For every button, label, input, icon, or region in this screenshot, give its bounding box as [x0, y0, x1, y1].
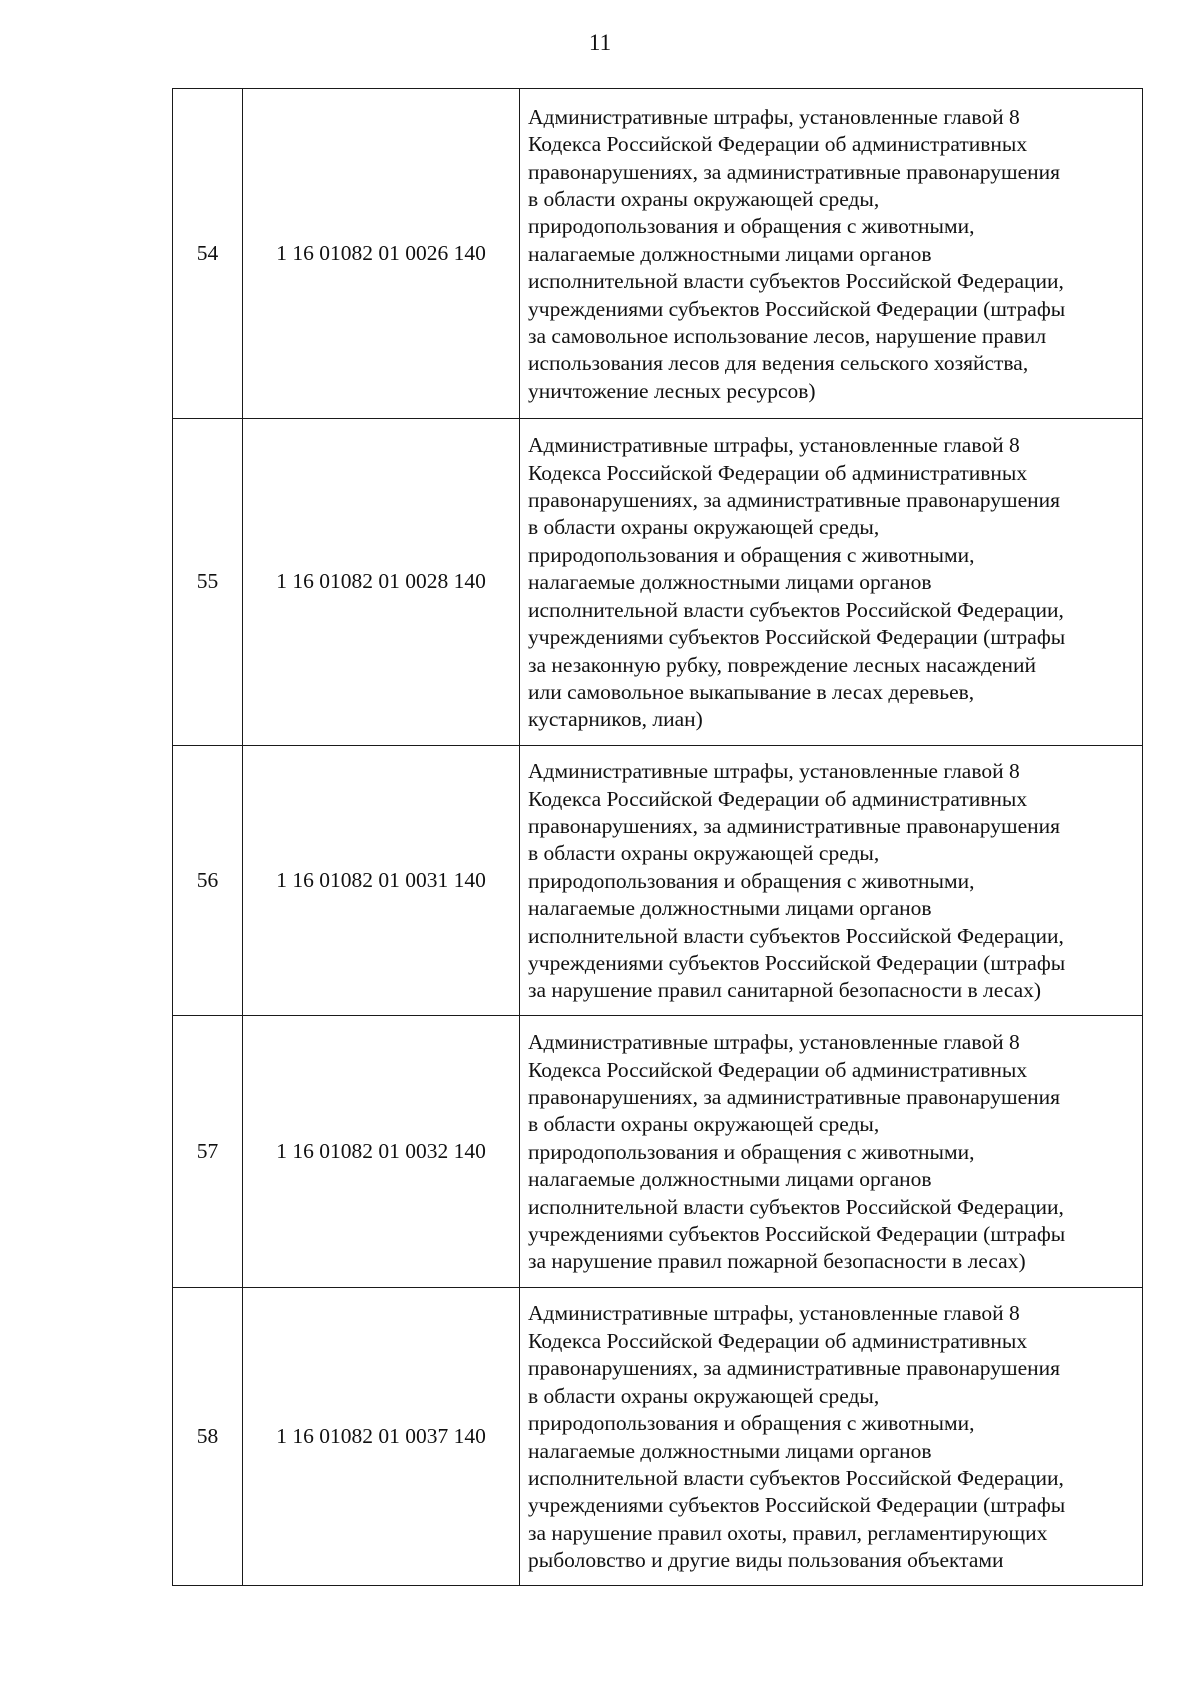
description-line: налагаемые должностными лицами органов: [528, 570, 932, 595]
row-description: [520, 1016, 1143, 1288]
description-line: налагаемые должностными лицами органов: [528, 1438, 932, 1463]
description-line: использования лесов для ведения сельского хозяйства,: [528, 351, 1029, 376]
description-line: налагаемые должностными лицами органов: [528, 896, 932, 921]
description-line: Кодекса Российской Федерации об административных: [528, 460, 1028, 485]
description-line: учреждениями субъектов Российской Федерации (штрафы: [528, 1493, 1066, 1518]
description-line: исполнительной власти субъектов Российской Федерации,: [528, 923, 1064, 948]
description-line: кустарников, лиан): [528, 707, 703, 732]
description-line: уничтожение лесных ресурсов): [528, 378, 816, 403]
description-line: в области охраны окружающей среды,: [528, 186, 880, 211]
description-line: Административные штрафы, установленные главой 8: [528, 1301, 1020, 1326]
description-line: учреждениями субъектов Российской Федерации (штрафы: [528, 1222, 1066, 1247]
table-row: [173, 419, 1143, 746]
row-description: [520, 1288, 1143, 1586]
table-row: [173, 1288, 1143, 1586]
description-line: Административные штрафы, установленные главой 8: [528, 433, 1020, 458]
description-line: природопользования и обращения с животными,: [528, 542, 975, 567]
budget-code: 1 16 01082 01 0028 140: [243, 419, 520, 746]
description-line: природопользования и обращения с животными,: [528, 868, 975, 893]
description-line: учреждениями субъектов Российской Федерации (штрафы: [528, 951, 1066, 976]
row-number: 58: [173, 1288, 243, 1586]
description-line: правонарушениях, за административные правонарушения: [528, 1356, 1061, 1381]
row-number: 56: [173, 746, 243, 1016]
description-line: учреждениями субъектов Российской Федерации (штрафы: [528, 296, 1066, 321]
description-line: исполнительной власти субъектов Российской Федерации,: [528, 269, 1064, 294]
description-line: Кодекса Российской Федерации об административных: [528, 786, 1028, 811]
row-description: [520, 89, 1143, 419]
description-line: Административные штрафы, установленные главой 8: [528, 759, 1020, 784]
description-line: налагаемые должностными лицами органов: [528, 1167, 932, 1192]
description-line: Административные штрафы, установленные главой 8: [528, 1030, 1020, 1055]
description-line: природопользования и обращения с животными,: [528, 1139, 975, 1164]
row-description: [520, 419, 1143, 746]
description-line: Административные штрафы, установленные главой 8: [528, 104, 1020, 129]
budget-code: 1 16 01082 01 0037 140: [243, 1288, 520, 1586]
row-description: [520, 746, 1143, 1016]
description-line: правонарушениях, за административные правонарушения: [528, 488, 1061, 513]
description-line: исполнительной власти субъектов Российской Федерации,: [528, 597, 1064, 622]
description-line: Кодекса Российской Федерации об административных: [528, 132, 1028, 157]
description-line: за нарушение правил санитарной безопасности в лесах): [528, 978, 1042, 1003]
row-number: 57: [173, 1016, 243, 1288]
description-line: в области охраны окружающей среды,: [528, 841, 880, 866]
description-line: налагаемые должностными лицами органов: [528, 241, 932, 266]
description-line: за самовольное использование лесов, нарушение правил: [528, 324, 1047, 349]
budget-code: 1 16 01082 01 0032 140: [243, 1016, 520, 1288]
description-line: правонарушениях, за административные правонарушения: [528, 159, 1061, 184]
budget-code: 1 16 01082 01 0026 140: [243, 89, 520, 419]
description-line: учреждениями субъектов Российской Федерации (штрафы: [528, 625, 1066, 650]
description-line: в области охраны окружающей среды,: [528, 1383, 880, 1408]
table-row: [173, 746, 1143, 1016]
description-line: правонарушениях, за административные правонарушения: [528, 813, 1061, 838]
description-line: Кодекса Российской Федерации об административных: [528, 1328, 1028, 1353]
description-line: исполнительной власти субъектов Российской Федерации,: [528, 1465, 1064, 1490]
description-line: исполнительной власти субъектов Российской Федерации,: [528, 1194, 1064, 1219]
description-line: рыболовство и другие виды пользования объектами: [528, 1548, 1004, 1573]
row-number: 55: [173, 419, 243, 746]
fines-table: [172, 88, 1143, 1586]
description-line: в области охраны окружающей среды,: [528, 515, 880, 540]
description-line: или самовольное выкапывание в лесах деревьев,: [528, 679, 975, 704]
budget-code: 1 16 01082 01 0031 140: [243, 746, 520, 1016]
description-line: за нарушение правил охоты, правил, регламентирующих: [528, 1520, 1048, 1545]
description-line: за незаконную рубку, повреждение лесных насаждений: [528, 652, 1037, 677]
description-line: природопользования и обращения с животными,: [528, 214, 975, 239]
description-line: Кодекса Российской Федерации об административных: [528, 1057, 1028, 1082]
row-number: 54: [173, 89, 243, 419]
description-line: за нарушение правил пожарной безопасности в лесах): [528, 1249, 1026, 1274]
table-row: [173, 1016, 1143, 1288]
description-line: правонарушениях, за административные правонарушения: [528, 1084, 1061, 1109]
description-line: в области охраны окружающей среды,: [528, 1112, 880, 1137]
page-number: 11: [588, 30, 612, 55]
description-line: природопользования и обращения с животными,: [528, 1411, 975, 1436]
table-row: [173, 89, 1143, 419]
